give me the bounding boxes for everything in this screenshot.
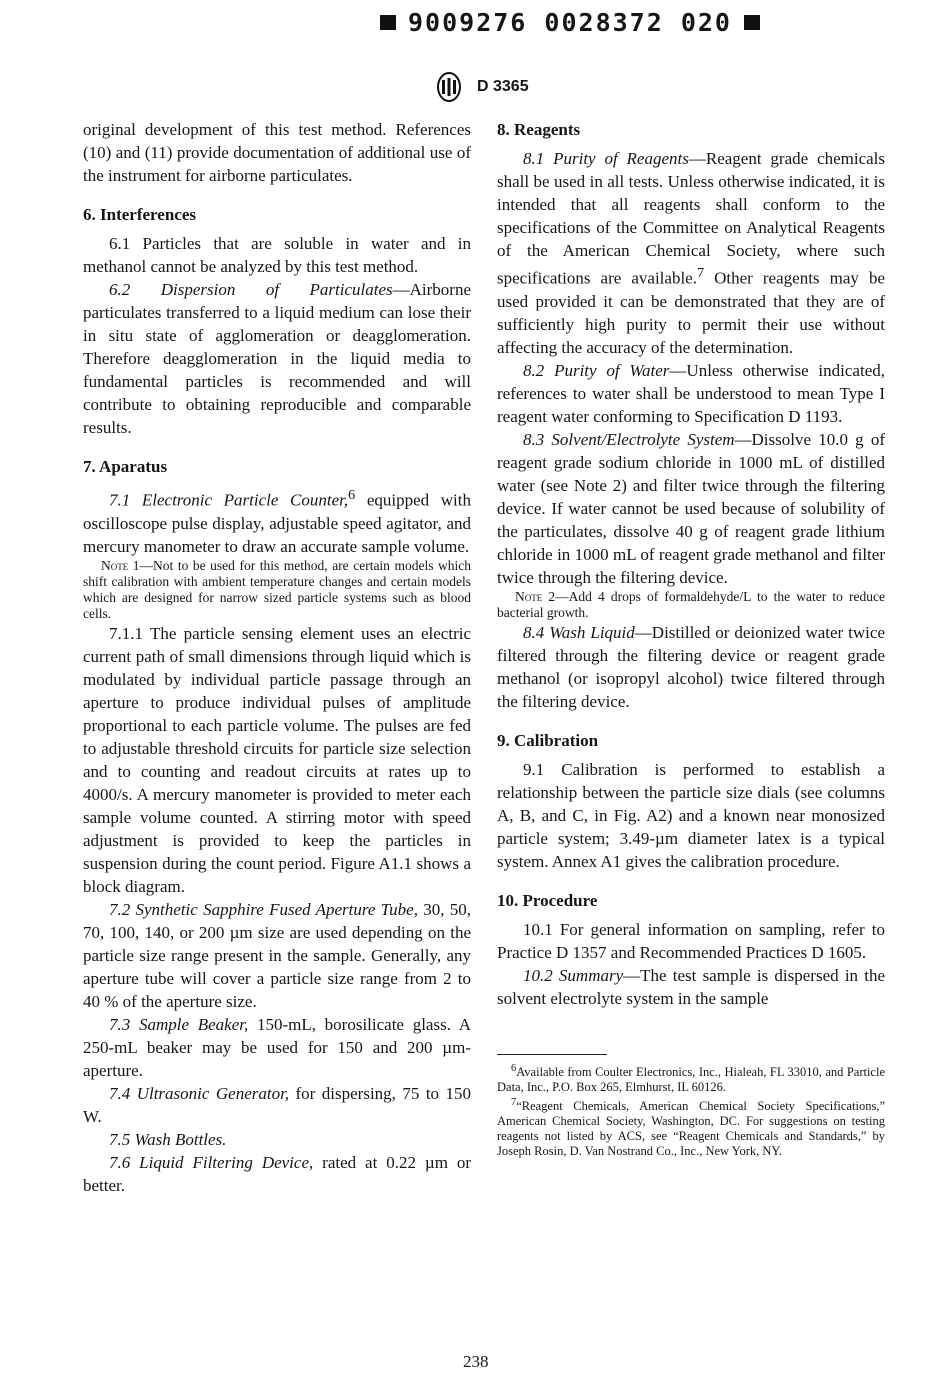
paragraph-6-2-body: —Airborne particulates transferred to a liquid medium can lose their in situ state of agglomeration or deagglomeration. Therefore deagglomeration in the liquid media to fundamental particles is recommended and will contribute to obtaining reproducible and comparable results. [83, 280, 471, 437]
standard-designation: D 3365 [477, 78, 529, 95]
paragraph-10-2 [497, 964, 885, 1010]
section-7-heading: 7. Aparatus [83, 457, 168, 476]
paragraph-8-2-title: 8.2 Purity of Water [523, 360, 670, 380]
paragraph-8-4-title: 8.4 Wash Liquid [523, 622, 635, 642]
footnote-7-text: “Reagent Chemicals, American Chemical Society Specifications,” American Chemical Society, Washington, DC. For suggestions on testing reagents not listed by ACS, see “Reagent Chemicals and Standards,” by Joseph Rosin, D. Van Nostrand Co., Inc., New York, NY. [497, 1098, 885, 1158]
paragraph-8-3 [497, 428, 885, 589]
black-bar-left [380, 15, 396, 30]
footnote-6-marker: 6 [511, 1062, 517, 1074]
paragraph-8-3-title: 8.3 Solvent/Electrolyte System [523, 429, 735, 449]
paragraph-8-4 [497, 621, 885, 713]
paragraph-8-1 [497, 147, 885, 359]
paragraph-10-1: 10.1 For general information on sampling, refer to Practice D 1357 and Recommended Practices D 1605. [497, 919, 885, 962]
paragraph-8-2 [497, 359, 885, 428]
paragraph-6-2 [83, 278, 471, 439]
section-9-heading: 9. Calibration [497, 730, 599, 750]
footnote-6-text: Available from Coulter Electronics, Inc., Hialeah, FL 33010, and Particle Data, Inc., P.O. Box 265, Elmhurst, IL 60126. [497, 1064, 885, 1094]
paragraph-7-4-title: 7.4 Ultrasonic Generator, [109, 1083, 290, 1103]
paragraph-7-3 [83, 1013, 471, 1082]
paragraph-7-5 [83, 1128, 471, 1151]
note-1 [83, 558, 471, 622]
paragraph-8-2-body: —Unless otherwise indicated, references to water shall be understood to mean Type I reagent water conforming to Specification D 1193. [497, 360, 885, 426]
paragraph-7-6-title: 7.6 Liquid Filtering Device, [109, 1152, 314, 1172]
intro-paragraph: original development of this test method. References (10) and (11) provide documentation of additional use of the instrument for airborne particulates. [83, 120, 471, 185]
paragraph-8-1-body: —Reagent grade chemicals shall be used in all tests. Unless otherwise indicated, it is intended that all reagents shall conform to the specifications of the Committee on Analytical Reagents of the American Chemical Society, where such specifications are available. [497, 149, 885, 288]
section-10-heading: 10. Procedure [497, 890, 598, 910]
paragraph-6-2-title: 6.2 Dispersion of Particulates [109, 280, 393, 299]
paragraph-8-3-body: —Dissolve 10.0 g of reagent grade sodium chloride in 1000 mL of distilled water (see Note 2) and filter twice through the filtering device. If water cannot be used because of solubility of the particulates, dissolve 40 g of reagent grade lithium chloride in 1000 mL of reagent grade methanol and filter twice through the filtering device. [497, 429, 885, 587]
paragraph-7-1 [83, 484, 471, 558]
paragraph-7-3-body: 150-mL, borosilicate glass. A 250-mL beaker may be used for 150 and 200 µm-aperture. [83, 1014, 471, 1080]
note-2-body: —Add 4 drops of formaldehyde/L to the water to reduce bacterial growth. [497, 588, 886, 620]
footnote-ref-7: 7 [696, 265, 705, 281]
paragraph-7-1-1: 7.1.1 The particle sensing element uses an electric current path of small dimensions through liquid which is modulated by individual particle passage through an aperture to produce individual pulses of amplitude proportional to each particle volume. The pulses are fed to adjustable threshold circuits for particle size selection and to counting and readout circuits at rates up to 4000/s. A mercury manometer is provided to meter each sample volume counted. A stirring motor with speed adjustment is provided to keep the particles in suspension during the count period. Figure A1.1 shows a block diagram. [83, 623, 471, 896]
paragraph-7-5-title: 7.5 Wash Bottles. [109, 1129, 227, 1149]
footnote-divider [497, 1054, 607, 1055]
section-8-heading: 8. Reagents [497, 120, 581, 139]
paragraph-7-4 [83, 1082, 471, 1128]
paragraph-7-1-body: equipped with oscilloscope pulse display, adjustable speed agitator, and mercury manometer to draw an accurate sample volume. [83, 490, 471, 556]
paragraph-9-1: 9.1 Calibration is performed to establish a relationship between the particle size dials (see columns A, B, and C, in Fig. A2) and a known near monosized particle system; 3.49-µm diameter latex is a typical system. Annex A1 gives the calibration procedure. [497, 759, 885, 871]
paragraph-7-2 [83, 898, 471, 1013]
paragraph-7-2-body: 30, 50, 70, 100, 140, or 200 µm size are used depending on the particle size range present in the sample. Generally, any aperture tube will cover a particle size range from 2 to 40 % of the aperture size. [83, 899, 471, 1011]
footnote-7-marker: 7 [511, 1096, 517, 1108]
footnote-7 [497, 1095, 885, 1159]
black-bar-right [744, 15, 760, 30]
page-number: 238 [463, 1352, 489, 1371]
paragraph-10-2-title: 10.2 Summary [523, 965, 624, 985]
document-control-code [380, 8, 760, 36]
paragraph-8-1-tail: Other reagents may be used provided it can be demonstrated that they are of sufficiently high purity to permit their use without affecting the accuracy of the determination. [497, 268, 885, 357]
note-2 [497, 589, 885, 621]
section-6-heading: 6. Interferences [83, 205, 196, 224]
paragraph-8-4-body: —Distilled or deionized water twice filtered through the filtering device or reagent grade methanol (or isopropyl alcohol) twice filtered through the filtering device. [497, 622, 885, 711]
paragraph-10-2-body: —The test sample is dispersed in the solvent electrolyte system in the sample [497, 965, 885, 1008]
footnote-ref-6: 6 [348, 487, 356, 503]
note-1-body: —Not to be used for this method, are certain models which shift calibration with ambient temperature changes and certain models which are designed for narrow sized particle systems such as blood cells. [83, 557, 472, 621]
astm-logo-icon [437, 72, 461, 102]
paragraph-7-6 [83, 1151, 471, 1197]
paragraph-7-1-title: 7.1 Electronic Particle Counter, [109, 490, 349, 510]
paragraph-7-4-body: for dispersing, 75 to 150 W. [83, 1083, 471, 1126]
paragraph-6-1: 6.1 Particles that are soluble in water and in methanol cannot be analyzed by this test method. [83, 234, 471, 276]
paragraph-7-2-title: 7.2 Synthetic Sapphire Fused Aperture Tube, [109, 899, 418, 919]
paragraph-7-6-body: rated at 0.22 µm or better. [83, 1152, 471, 1195]
paragraph-7-3-title: 7.3 Sample Beaker, [109, 1014, 249, 1034]
page-header [437, 72, 529, 102]
paragraph-8-1-title: 8.1 Purity of Reagents [523, 149, 689, 168]
note-1-label: Note 1 [101, 557, 140, 573]
note-2-label: Note 2 [515, 588, 556, 604]
right-column [497, 118, 885, 1159]
control-number: 9009276 0028372 020 [408, 7, 732, 37]
footnote-6 [497, 1061, 885, 1095]
left-column [83, 118, 471, 1197]
